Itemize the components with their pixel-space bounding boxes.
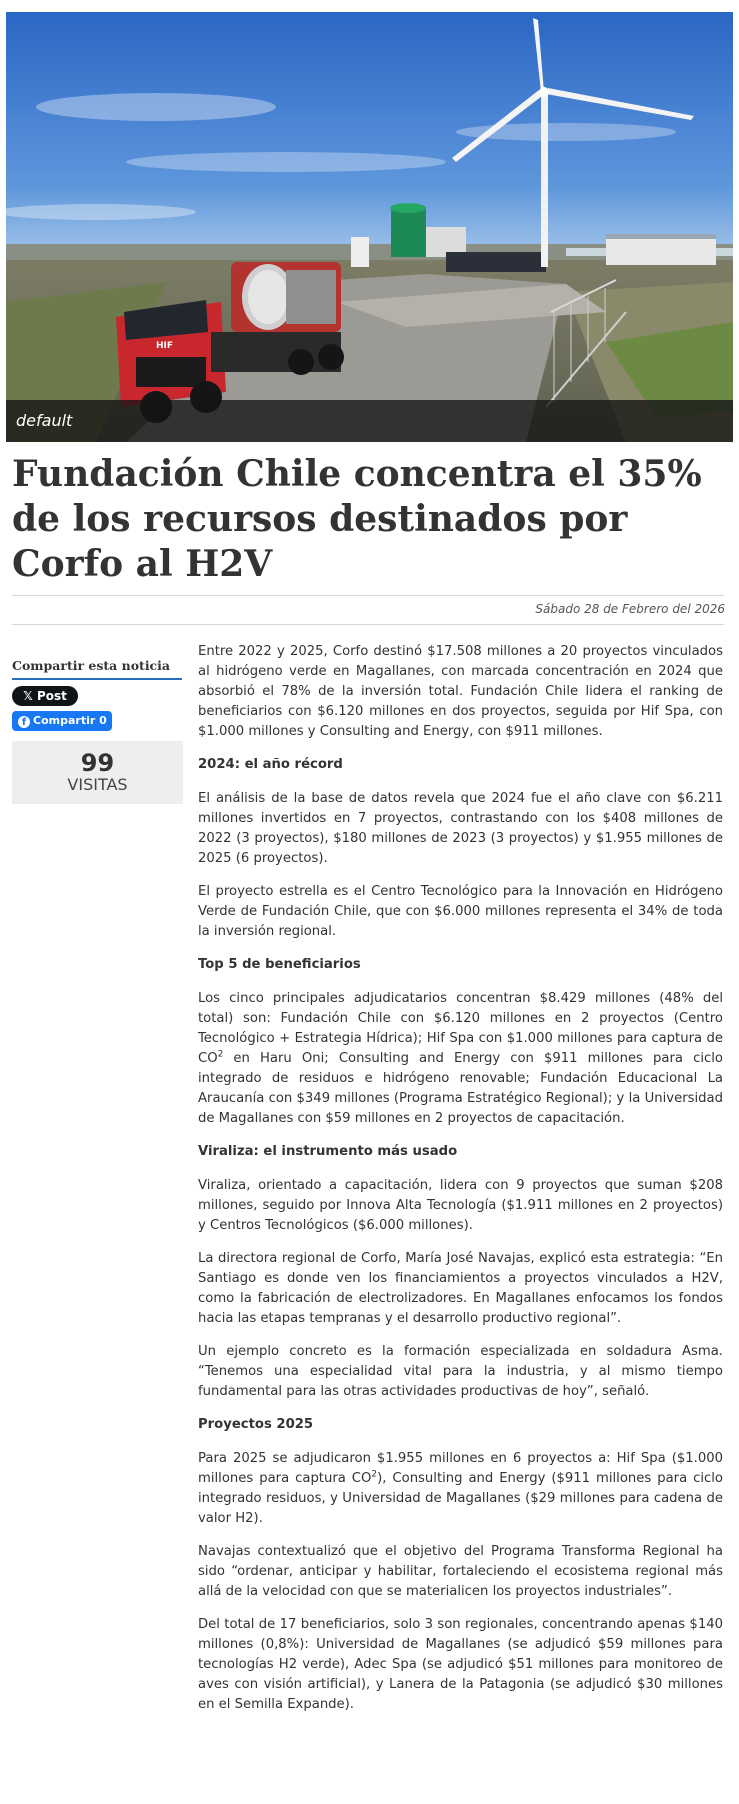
subheading: Viraliza: el instrumento más usado [198,1144,458,1159]
paragraph: Viraliza, orientado a capacitación, lidera con 9 proyectos que suman $208 millones, seguido por Innova Alta Tecnología ($1.911 millones en 2 proyectos) y Centros Tecnológicos ($6.000 millones). [198,1178,723,1233]
paragraph: La directora regional de Corfo, María José Navajas, explicó esta estrategia: “En Santiago es donde ven los financiamientos a proyectos vinculados a H2V, como la fabricación de electrolizadores. En Magallanes enfocamos los fondos hacia las etapas tempranas y el desarrollo productivo regional”. [198,1251,723,1326]
visits-label: VISITAS [67,775,128,794]
image-caption: default [16,411,73,430]
date-divider [12,624,724,625]
x-post-label: Post [36,689,67,703]
paragraph: Navajas contextualizó que el objetivo del Programa Transforma Regional ha sido “ordenar, anticipar y habilitar, fortaleciendo el ecosistema regional más allá de la velocidad con que se materialicen los proyectos industriales”. [198,1544,723,1599]
subheading: Top 5 de beneficiarios [198,957,361,972]
green-tank [391,207,426,257]
paragraph: El proyecto estrella es el Centro Tecnológico para la Innovación en Hidrógeno Verde de Fundación Chile, que con $6.000 millones representa el 34% de toda la inversión regional. [198,884,723,939]
paragraph: Entre 2022 y 2025, Corfo destinó $17.508 millones a 20 proyectos vinculados al hidrógeno verde en Magallanes, con marcada concentración en 2024 que absorbió el 78% de la inversión total. Fundación Chile lidera el ranking de beneficiarios con $6.120 millones en dos proyectos, seguida por Hif Spa, con $1.000 millones y Consulting and Energy, con $911 millones. [198,644,723,739]
facebook-share-button[interactable] [12,711,112,731]
text-segment: ), Consulting and Energy ($911 millones para ciclo integrado residuos, y Universidad de Magallanes ($29 millones para cadena de valor H2). [198,1471,723,1526]
hero-image[interactable] [6,12,733,442]
hero-photo [6,12,733,442]
text-segment: en Haru Oni; Consulting and Energy con $911 millones para ciclo integrado de residuos e hidrógeno renovable; Fundación Educacional La Araucanía con $349 millones (Programa Estratégico Regional); y la Universidad de Magallanes con $59 millones en 2 proyectos de capacitación. [198,1051,723,1126]
title-divider [12,595,724,596]
subheading: 2024: el año récord [198,757,343,772]
facebook-share-label: Compartir 0 [33,714,107,727]
superscript: 2 [371,1469,378,1480]
paragraph: El análisis de la base de datos revela que 2024 fue el año clave con $6.211 millones invertidos en 7 proyectos, contrastando con los $408 millones de 2022 (3 proyectos), $180 millones de 2023 (3 proyectos) y $1.955 millones de 2025 (6 proyectos). [198,791,723,866]
facebook-icon: f [18,716,30,728]
paragraph: Del total de 17 beneficiarios, solo 3 son regionales, concentrando apenas $140 millones (0,8%): Universidad de Magallanes (se adjudicó $59 millones para tecnologías H2 verde), Adec Spa (se adjudicó $51 millones para monitoreo de aves con visión artificial), y Lanera de la Patagonia (se adjudicó $30 millones en el Semilla Expande). [198,1617,723,1712]
paragraph [198,1449,723,1529]
text-segment: Para 2025 se adjudicaron $1.955 millones en 6 proyectos a: Hif Spa ($1.000 millones para captura CO [198,1451,723,1486]
truck-logo-text: HIF [156,341,174,351]
wind-turbine [541,92,548,267]
article-date: Sábado 28 de Febrero del 2026 [535,602,725,616]
subheading: Proyectos 2025 [198,1417,314,1432]
superscript: 2 [217,1049,224,1060]
article-body [198,642,723,1728]
paragraph [198,989,723,1129]
paragraph: Un ejemplo concreto es la formación especializada en soldadura Asma. “Tenemos una especialidad vital para la industria, y al mismo tiempo fundamental para las otras actividades productivas de hoy”, señaló. [198,1344,723,1399]
text-segment: Los cinco principales adjudicatarios concentran $8.429 millones (48% del total) son: Fundación Chile con $6.120 millones en 2 proyectos (Centro Tecnológico + Estrategia Hídrica); Hif Spa con $1.000 millones para captura de CO [198,991,723,1066]
x-post-button[interactable] [12,686,78,706]
x-logo-icon: 𝕏 [23,689,33,703]
article-title: Fundación Chile concentra el 35% de los recursos destinados por Corfo al H2V [12,453,702,585]
visits-counter [12,741,183,804]
image-caption-bar [6,400,733,442]
visits-count: 99 [80,749,115,777]
share-label: Compartir esta noticia [12,658,182,680]
